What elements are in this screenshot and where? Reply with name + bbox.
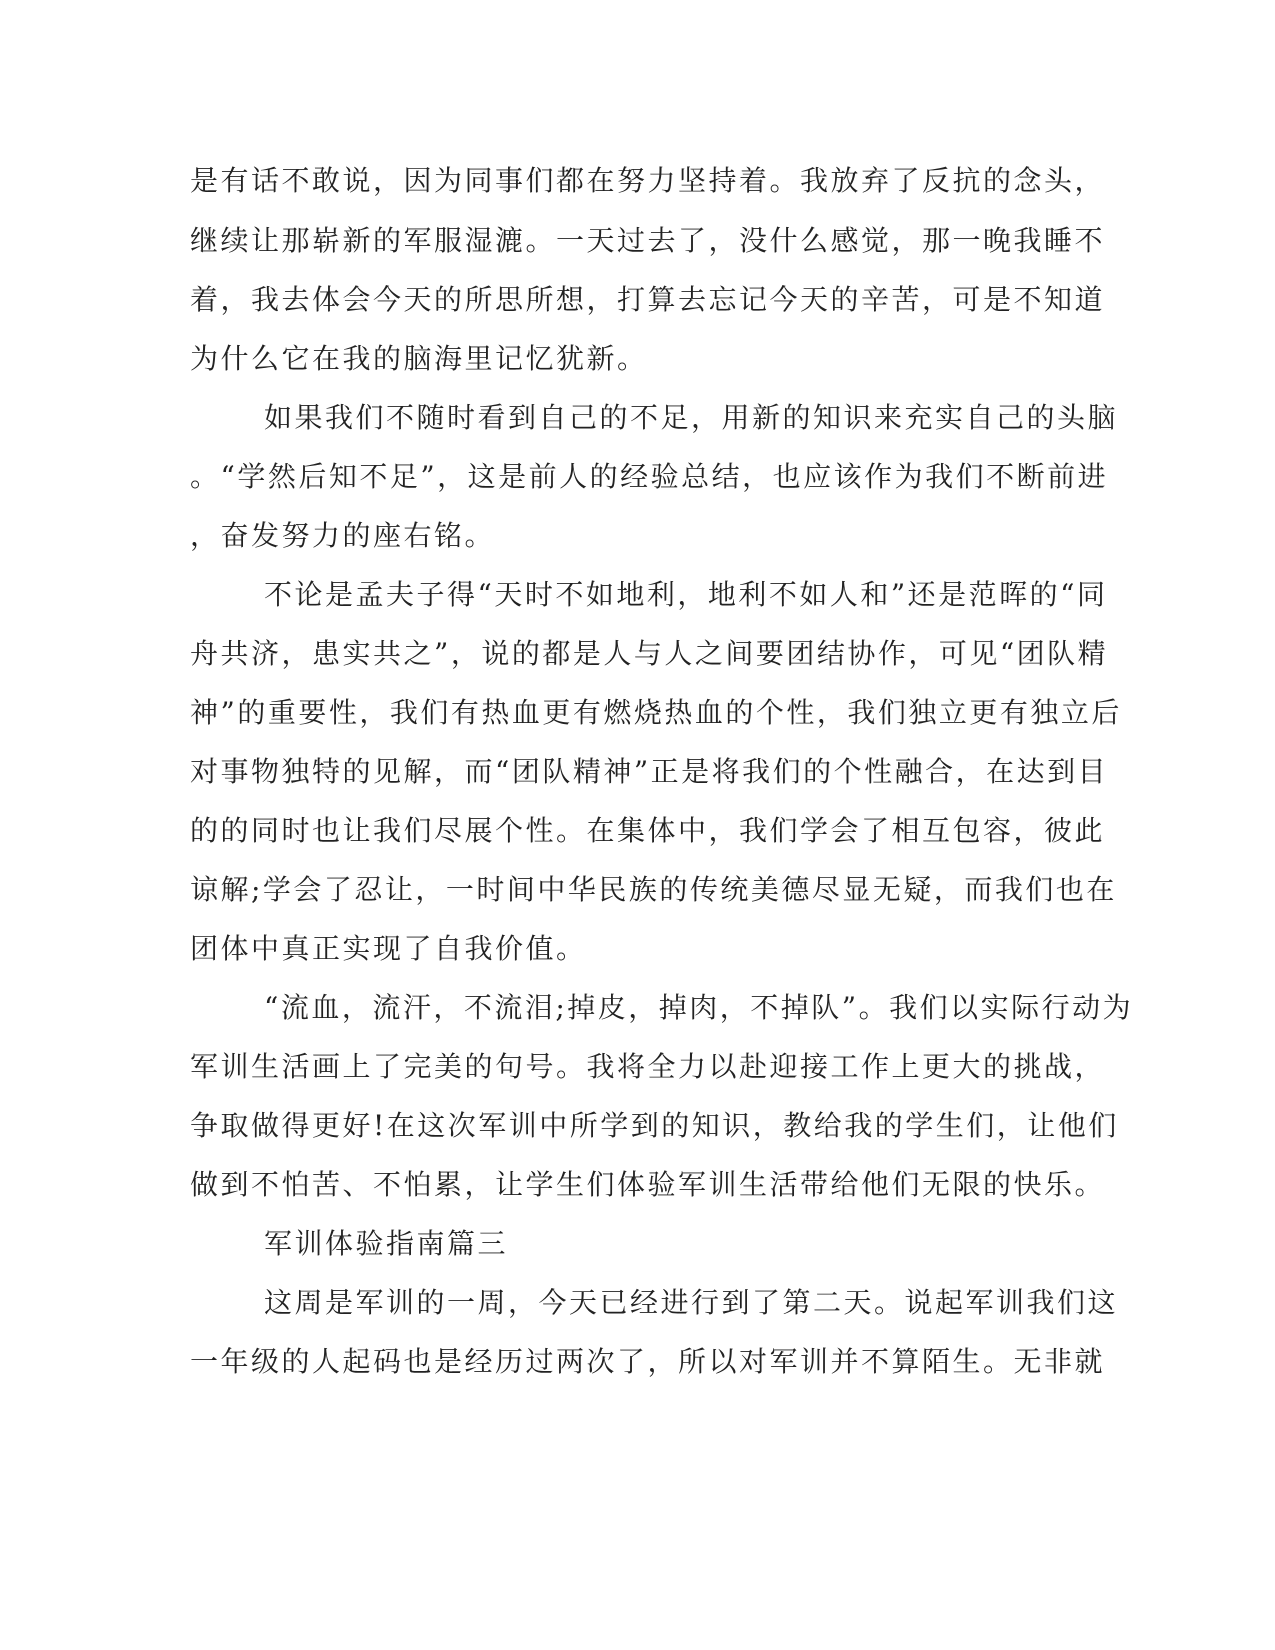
paragraph-line: 舟共济，患实共之”，说的都是人与人之间要团结协作，可见“团队精: [190, 637, 1109, 670]
paragraph-line: 军训生活画上了完美的句号。我将全力以赴迎接工作上更大的挑战，: [190, 1050, 1106, 1083]
paragraph-line: ，奋发努力的座右铭。: [190, 519, 496, 552]
paragraph-line: 继续让那崭新的军服湿漉。一天过去了，没什么感觉，那一晚我睡不: [190, 224, 1106, 257]
paragraph-line: “流血，流汗，不流泪;掉皮，掉肉，不掉队”。我们以实际行动为: [264, 991, 1134, 1024]
paragraph-line: 神”的重要性，我们有热血更有燃烧热血的个性，我们独立更有独立后: [190, 696, 1122, 729]
section-heading: 军训体验指南篇三: [264, 1227, 509, 1260]
paragraph-line: 为什么它在我的脑海里记忆犹新。: [190, 342, 648, 375]
paragraph-line: 的的同时也让我们尽展个性。在集体中，我们学会了相互包容，彼此: [190, 814, 1106, 847]
paragraph-line: 不论是孟夫子得“天时不如地利，地利不如人和”还是范晖的“同: [264, 578, 1108, 611]
paragraph-line: 如果我们不随时看到自己的不足，用新的知识来充实自己的头脑: [264, 401, 1119, 434]
paragraph-line: 一年级的人起码也是经历过两次了，所以对军训并不算陌生。无非就: [190, 1345, 1106, 1378]
paragraph-line: 这周是军训的一周，今天已经进行到了第二天。说起军训我们这: [264, 1286, 1119, 1319]
paragraph-line: 争取做得更好!在这次军训中所学到的知识，教给我的学生们，让他们: [190, 1109, 1119, 1142]
paragraph-line: 团体中真正实现了自我价值。: [190, 932, 587, 965]
paragraph-line: 是有话不敢说，因为同事们都在努力坚持着。我放弃了反抗的念头，: [190, 164, 1106, 197]
paragraph-line: 对事物独特的见解，而“团队精神”正是将我们的个性融合，在达到目: [190, 755, 1109, 788]
paragraph-line: 谅解;学会了忍让，一时间中华民族的传统美德尽显无疑，而我们也在: [190, 873, 1117, 906]
paragraph-line: 。“学然后知不足”，这是前人的经验总结，也应该作为我们不断前进: [190, 460, 1109, 493]
paragraph-line: 着，我去体会今天的所思所想，打算去忘记今天的辛苦，可是不知道: [190, 283, 1106, 316]
paragraph-line: 做到不怕苦、不怕累，让学生们体验军训生活带给他们无限的快乐。: [190, 1168, 1106, 1201]
